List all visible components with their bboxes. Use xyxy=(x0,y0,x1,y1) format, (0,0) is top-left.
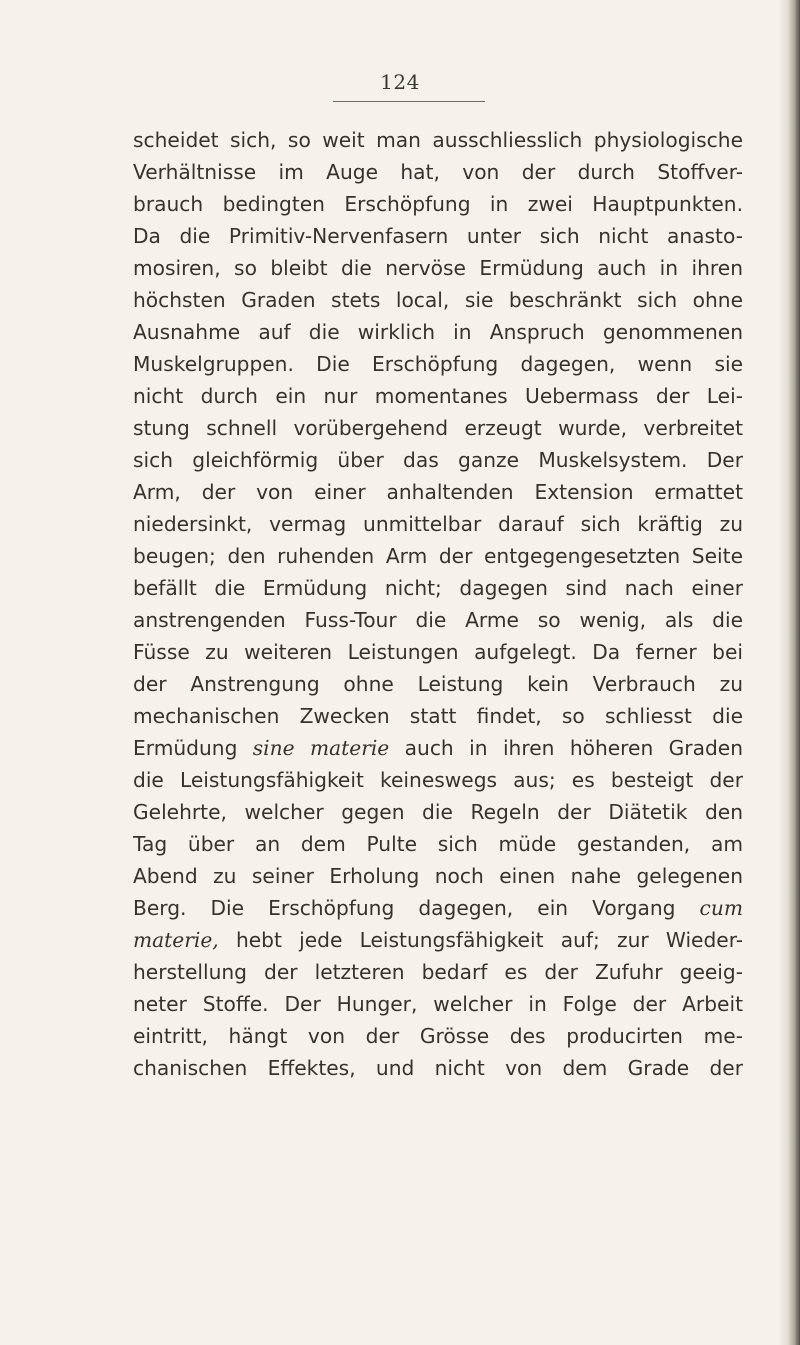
text-line xyxy=(133,124,743,156)
body-text xyxy=(133,124,743,1084)
text-line xyxy=(133,828,743,860)
text-line xyxy=(133,540,743,572)
text-segment: befällt die Ermüdung nicht; dagegen sind nach einer xyxy=(133,576,743,600)
text-segment: Arm, der von einer anhaltenden Extension ermattet xyxy=(133,480,743,504)
text-segment: Da die Primitiv-Nervenfasern unter sich nicht anasto- xyxy=(133,224,743,248)
text-segment: Gelehrte, welcher gegen die Regeln der Diätetik den xyxy=(133,800,743,824)
text-segment: auch in ihren höheren Graden xyxy=(389,736,743,760)
text-segment: die Leistungsfähigkeit keineswegs aus; es besteigt der xyxy=(133,768,743,792)
header-rule xyxy=(333,101,485,102)
text-line xyxy=(133,988,743,1020)
text-line xyxy=(133,636,743,668)
text-segment: niedersinkt, vermag unmittelbar darauf sich kräftig zu xyxy=(133,512,743,536)
text-segment: anstrengenden Fuss-Tour die Arme so wenig, als die xyxy=(133,608,743,632)
text-segment: neter Stoffe. Der Hunger, welcher in Folge der Arbeit xyxy=(133,992,743,1016)
text-segment: herstellung der letzteren bedarf es der Zufuhr geeig- xyxy=(133,960,743,984)
text-segment: Ausnahme auf die wirklich in Anspruch genommenen xyxy=(133,320,743,344)
text-line xyxy=(133,156,743,188)
text-line xyxy=(133,764,743,796)
text-segment: scheidet sich, so weit man ausschliesslich physiologische xyxy=(133,128,743,152)
text-line xyxy=(133,924,743,956)
text-segment: beugen; den ruhenden Arm der entgegengesetzten Seite xyxy=(133,544,743,568)
text-line xyxy=(133,252,743,284)
text-line xyxy=(133,220,743,252)
text-segment: materie, xyxy=(133,928,219,952)
text-line xyxy=(133,380,743,412)
text-line xyxy=(133,444,743,476)
text-line xyxy=(133,476,743,508)
text-segment: Tag über an dem Pulte sich müde gestanden, am xyxy=(133,832,743,856)
text-line xyxy=(133,956,743,988)
text-segment: brauch bedingten Erschöpfung in zwei Hauptpunkten. xyxy=(133,192,743,216)
text-line xyxy=(133,668,743,700)
text-segment: Füsse zu weiteren Leistungen aufgelegt. Da ferner bei xyxy=(133,640,743,664)
text-line xyxy=(133,604,743,636)
text-segment: höchsten Graden stets local, sie beschränkt sich ohne xyxy=(133,288,743,312)
text-line xyxy=(133,732,743,764)
text-segment: sich gleichförmig über das ganze Muskelsystem. Der xyxy=(133,448,743,472)
text-line xyxy=(133,348,743,380)
text-line xyxy=(133,508,743,540)
text-line xyxy=(133,284,743,316)
text-segment: chanischen Effektes, und nicht von dem Grade der xyxy=(133,1056,743,1080)
text-segment: Muskelgruppen. Die Erschöpfung dagegen, wenn sie xyxy=(133,352,743,376)
text-line xyxy=(133,1020,743,1052)
text-segment: sine materie xyxy=(252,736,390,760)
text-segment: Abend zu seiner Erholung noch einen nahe gelegenen xyxy=(133,864,743,888)
text-segment: der Anstrengung ohne Leistung kein Verbrauch zu xyxy=(133,672,743,696)
page-number: 124 xyxy=(380,70,420,94)
text-line xyxy=(133,1052,743,1084)
text-segment: nicht durch ein nur momentanes Uebermass der Lei- xyxy=(133,384,743,408)
text-segment: eintritt, hängt von der Grösse des producirten me- xyxy=(133,1024,743,1048)
page-edge-shadow xyxy=(778,0,800,1345)
text-line xyxy=(133,892,743,924)
text-line xyxy=(133,700,743,732)
text-line xyxy=(133,188,743,220)
text-segment: mosiren, so bleibt die nervöse Ermüdung auch in ihren xyxy=(133,256,743,280)
text-line xyxy=(133,316,743,348)
text-segment: Berg. Die Erschöpfung dagegen, ein Vorgang xyxy=(133,896,700,920)
text-line xyxy=(133,572,743,604)
text-segment: mechanischen Zwecken statt findet, so schliesst die xyxy=(133,704,743,728)
text-line xyxy=(133,860,743,892)
text-line xyxy=(133,796,743,828)
text-segment: hebt jede Leistungsfähigkeit auf; zur Wieder- xyxy=(218,928,743,952)
text-line xyxy=(133,412,743,444)
text-segment: Ermüdung xyxy=(133,736,253,760)
text-segment: stung schnell vorübergehend erzeugt wurde, verbreitet xyxy=(133,416,743,440)
text-segment: cum xyxy=(699,896,743,920)
text-segment: Verhältnisse im Auge hat, von der durch Stoffver- xyxy=(133,160,743,184)
